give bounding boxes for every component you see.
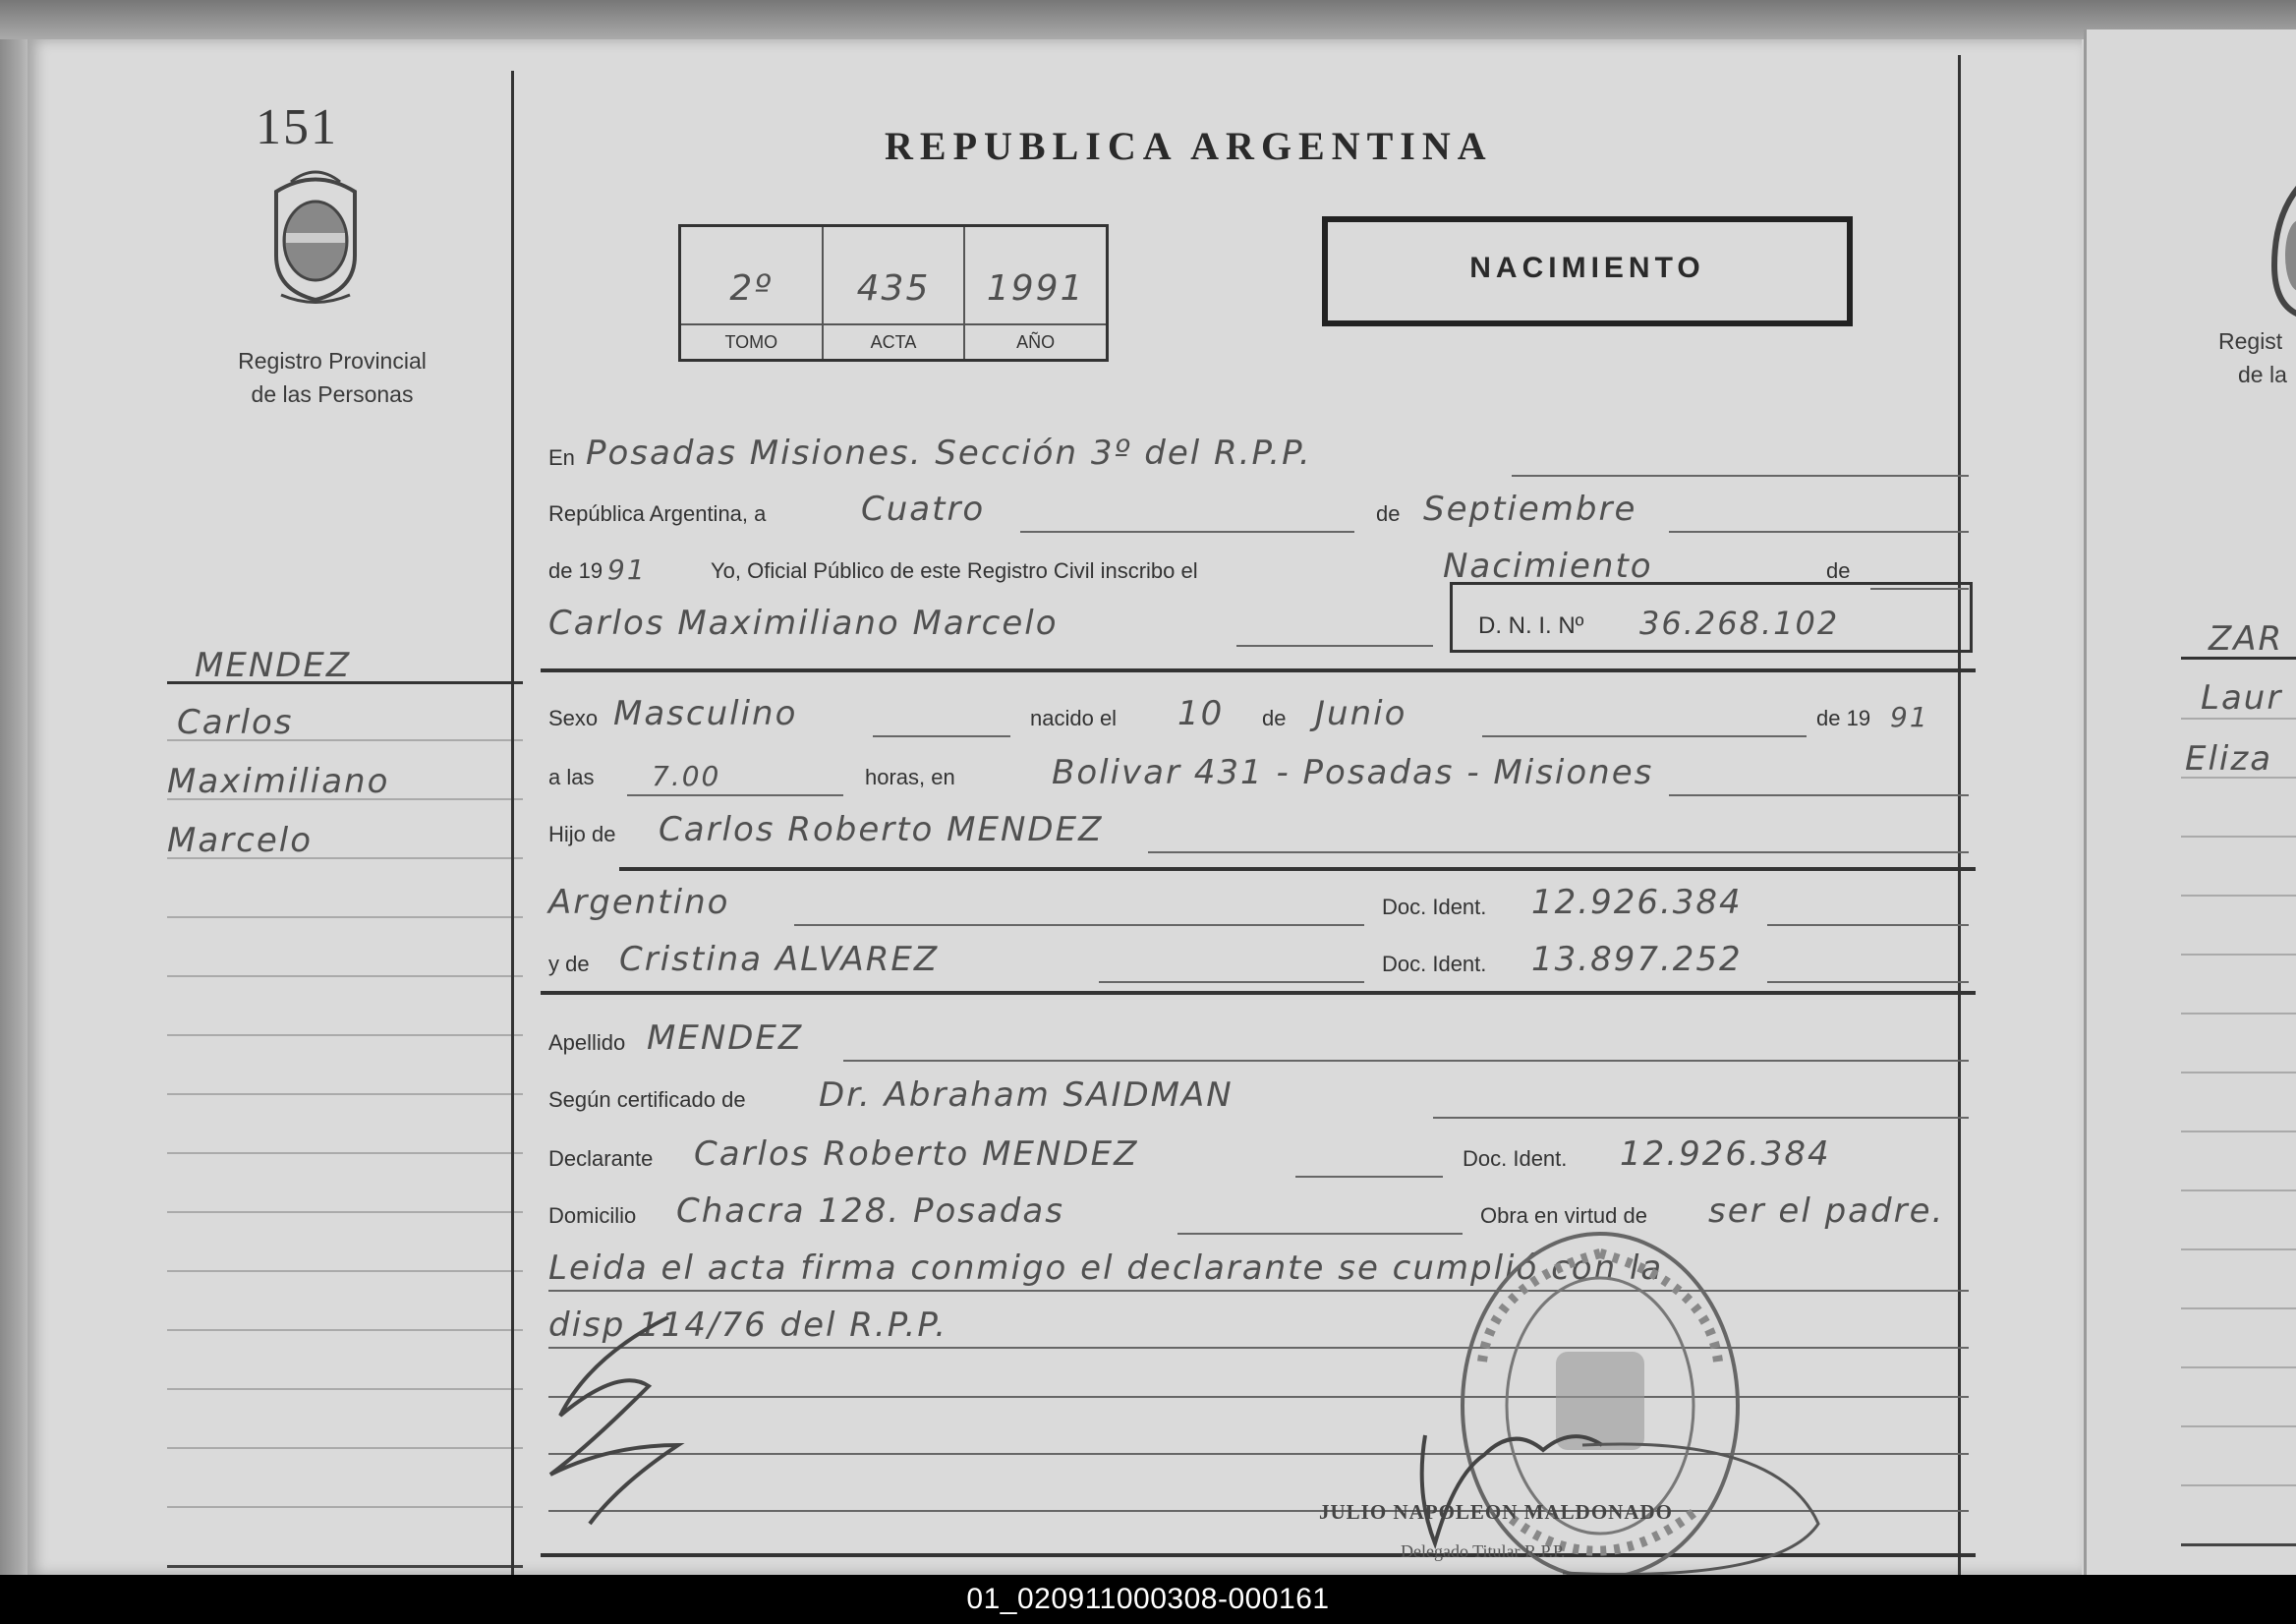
certificate-page [28, 39, 2082, 1575]
stub-rule [167, 975, 523, 977]
stub-given2: Maximiliano [167, 762, 390, 801]
hour-value: 7.00 [652, 760, 721, 792]
fill-line [1295, 1176, 1443, 1178]
father-name: Carlos Roberto MENDEZ [659, 810, 1104, 849]
fill-line [627, 794, 843, 796]
stub-surname: MENDEZ [195, 646, 352, 685]
stub-rule [167, 1388, 523, 1390]
fill-line [1767, 924, 1969, 926]
stub-rule [167, 1565, 523, 1568]
registro-line1: Registro Provincial [238, 348, 427, 374]
fill-line [873, 735, 1010, 737]
row-father-nat [548, 877, 1974, 926]
provincial-crest-logo [261, 162, 370, 310]
fill-line [794, 924, 1364, 926]
row-note2 [548, 1300, 1974, 1349]
act-value: Nacimiento [1443, 547, 1653, 586]
row-note1 [548, 1243, 1974, 1292]
father-nationality: Argentino [548, 883, 730, 922]
stub-rule [2181, 1131, 2296, 1132]
rep-label: República Argentina, a [548, 501, 767, 526]
yde-label: y de [548, 952, 590, 976]
registro-label-partial [2218, 324, 2287, 391]
fill-line [548, 1347, 1969, 1349]
fill-line [1020, 531, 1354, 533]
stub-rule [2181, 1543, 2296, 1546]
stub-rule [167, 1093, 523, 1095]
note-line1: Leida el acta firma conmigo el declarante se cumplió con la [548, 1248, 1664, 1288]
dni-value: 36.268.102 [1639, 605, 1840, 642]
de-label-3: de [1262, 706, 1287, 730]
next-page-partial [2084, 29, 2296, 1575]
domicilio-value: Chacra 128. Posadas [676, 1191, 1064, 1231]
fill-line [1512, 475, 1969, 477]
acta-label: ACTA [824, 323, 964, 359]
birth-year-prefix: de 19 [1816, 706, 1871, 730]
registro-line2-partial: de la [2238, 362, 2287, 387]
declarante-doc-label: Doc. Ident. [1463, 1146, 1568, 1171]
obra-value: ser el padre. [1708, 1191, 1945, 1231]
birth-place: Bolivar 431 - Posadas - Misiones [1052, 753, 1654, 792]
row-surname [548, 1013, 1974, 1062]
stub-rule [2181, 836, 2296, 838]
certificate-form [511, 39, 1976, 1575]
dni-label: D. N. I. Nº [1478, 612, 1584, 639]
stub-rule [2181, 1013, 2296, 1015]
alas-label: a las [548, 765, 595, 789]
oficial-text: Yo, Oficial Público de este Registro Civil inscribo el [711, 558, 1198, 583]
fill-line [1177, 1233, 1463, 1235]
row-place [548, 428, 1974, 477]
nacido-label: nacido el [1030, 706, 1118, 730]
place-value: Posadas Misiones. Sección 3º del R.P.P. [586, 434, 1312, 473]
sexo-value: Masculino [613, 694, 798, 733]
apellido-label: Apellido [548, 1030, 626, 1055]
stub-rule [2181, 954, 2296, 956]
acta-cell [824, 227, 966, 359]
stub-rule [2181, 1248, 2296, 1250]
row-sex [548, 688, 1974, 737]
stub-rule [2181, 1189, 2296, 1191]
stub-rule [2181, 895, 2296, 897]
folio-number: 151 [256, 99, 338, 155]
country-heading: REPUBLICA ARGENTINA [885, 124, 1493, 168]
ano-label: AÑO [965, 323, 1106, 359]
stub-rule [167, 1152, 523, 1154]
declarante-value: Carlos Roberto MENDEZ [694, 1134, 1139, 1174]
birth-month: Junio [1315, 694, 1407, 733]
fill-line [1669, 531, 1969, 533]
official-title: Delegado Titular R.P.P. [1401, 1541, 1566, 1561]
registro-line1-partial: Regist [2218, 328, 2283, 354]
provincial-crest-logo [2269, 177, 2296, 324]
birth-year-suffix: 91 [1890, 701, 1929, 733]
note-line2: disp 114/76 del R.P.P. [548, 1305, 947, 1345]
stub-rule [2181, 1366, 2296, 1368]
day-value: Cuatro [861, 490, 986, 529]
fill-line [548, 1396, 1969, 1398]
tomo-cell [681, 227, 824, 359]
row-date [548, 484, 1974, 533]
section-rule [619, 867, 1976, 871]
segun-label: Según certificado de [548, 1087, 746, 1112]
father-doc: 12.926.384 [1531, 883, 1743, 922]
declarante-doc: 12.926.384 [1620, 1134, 1831, 1174]
record-type: NACIMIENTO [1469, 252, 1705, 284]
declarante-label: Declarante [548, 1146, 654, 1171]
mother-doc: 13.897.252 [1531, 940, 1743, 979]
row-declarant [548, 1129, 1974, 1178]
stub-rule [2181, 1484, 2296, 1486]
domicilio-label: Domicilio [548, 1203, 637, 1228]
row-time-place [548, 747, 1974, 796]
row-certifier [548, 1070, 1974, 1119]
section-rule [541, 668, 1976, 672]
official-name: JULIO NAPOLEON MALDONADO [1319, 1500, 1674, 1524]
hijo-label: Hijo de [548, 822, 616, 846]
ano-value: 1991 [986, 268, 1085, 309]
next-given2: Eliza [2185, 739, 2273, 779]
stub-rule [167, 916, 523, 918]
mother-doc-label: Doc. Ident. [1382, 952, 1487, 976]
tomo-label: TOMO [681, 323, 822, 359]
stub-rule [2181, 1307, 2296, 1309]
row-mother [548, 934, 1974, 983]
stub-rule [2181, 1425, 2296, 1427]
fill-line [1148, 851, 1969, 853]
stub-rule [167, 1270, 523, 1272]
en-label: En [548, 445, 575, 470]
file-caption: 01_020911000308-000161 [966, 1583, 1330, 1615]
tomo-value: 2º [729, 268, 774, 309]
stub-given3: Marcelo [167, 821, 314, 860]
section-rule [541, 991, 1976, 995]
de-label: de [1376, 501, 1401, 526]
stub-rule [167, 1447, 523, 1449]
fill-line [1669, 794, 1969, 796]
year-prefix: de 19 [548, 558, 603, 583]
stub-column [28, 39, 509, 1575]
ano-cell [965, 227, 1106, 359]
fill-line [843, 1060, 1969, 1062]
next-given1: Laur [2201, 678, 2283, 718]
caption-bar [0, 1575, 2296, 1624]
birth-day: 10 [1177, 694, 1225, 733]
registro-label [185, 344, 480, 411]
horas-label: horas, en [865, 765, 955, 789]
fill-line [1236, 645, 1433, 647]
year-suffix: 91 [607, 553, 647, 586]
stub-rule [2181, 718, 2296, 720]
child-name: Carlos Maximiliano Marcelo [548, 604, 1059, 643]
fill-line [1482, 735, 1807, 737]
row-father [548, 804, 1974, 853]
stub-rule [167, 1034, 523, 1036]
tomo-acta-ano-box [678, 224, 1109, 362]
stub-rule [2181, 1072, 2296, 1073]
registro-line2: de las Personas [251, 381, 414, 407]
fill-line [1099, 981, 1364, 983]
apellido-value: MENDEZ [647, 1018, 804, 1058]
fill-line [1767, 981, 1969, 983]
fill-line [548, 1290, 1969, 1292]
stub-rule [167, 1506, 523, 1508]
acta-value: 435 [856, 268, 931, 309]
row-address [548, 1186, 1974, 1235]
stub-given1: Carlos [177, 703, 294, 742]
book-edge [0, 0, 2296, 39]
de-label-2: de [1826, 558, 1851, 583]
obra-label: Obra en virtud de [1480, 1203, 1647, 1228]
stub-rule [167, 1329, 523, 1331]
next-surname: ZAR [2209, 619, 2284, 659]
father-doc-label: Doc. Ident. [1382, 895, 1487, 919]
record-type-box [1322, 216, 1853, 326]
segun-value: Dr. Abraham SAIDMAN [819, 1075, 1234, 1115]
dni-box [1450, 582, 1973, 653]
fill-line [1433, 1117, 1969, 1119]
month-value: Septiembre [1423, 490, 1637, 529]
stub-rule [167, 1211, 523, 1213]
mother-name: Cristina ALVAREZ [619, 940, 940, 979]
declarant-signature [531, 1298, 708, 1534]
sexo-label: Sexo [548, 706, 599, 730]
